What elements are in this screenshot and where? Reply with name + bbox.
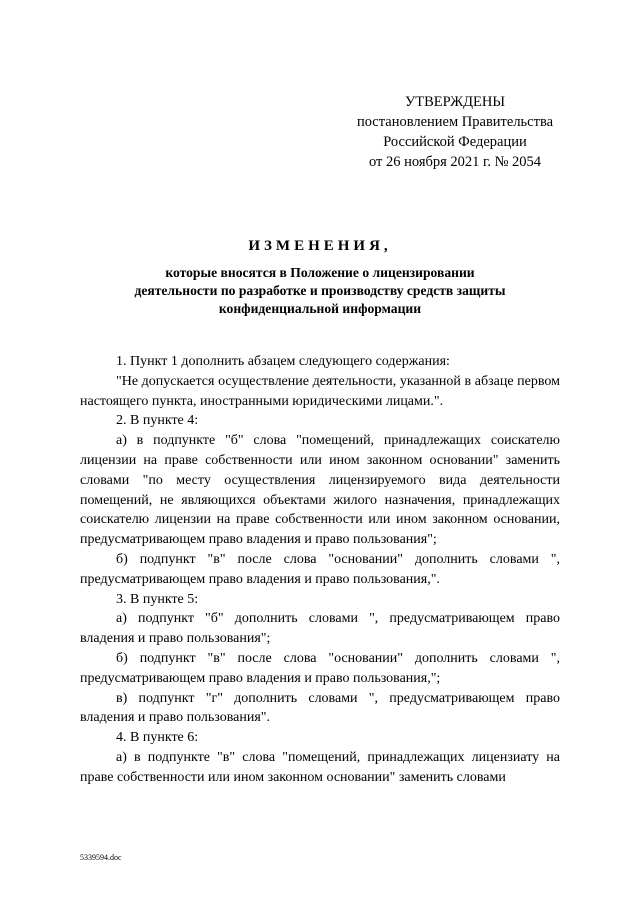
paragraph: б) подпункт "в" после слова "основании" дополнить словами ", предусматривающем право владения и право пользования,".: [80, 551, 560, 587]
subtitle-line: которые вносятся в Положение о лицензировании: [165, 265, 475, 280]
paragraph: в) подпункт "г" дополнить словами ", предусматривающем право владения и право пользования".: [80, 690, 560, 726]
paragraph: 1. Пункт 1 дополнить абзацем следующего содержания:: [116, 354, 450, 369]
paragraph: а) в подпункте "в" слова "помещений, принадлежащих лицензиату на праве собственности или ином законном основании" заменить словами: [80, 749, 560, 785]
approval-heading: УТВЕРЖДЕНЫ: [404, 94, 506, 110]
paragraph: 3. В пункте 5:: [116, 591, 199, 607]
approval-block: [330, 92, 580, 172]
paragraph: 2. В пункте 4:: [116, 413, 199, 429]
paragraph: а) подпункт "б" дополнить словами ", предусматривающем право владения и право пользования";: [80, 611, 560, 647]
file-name-footer: 5339594.doc: [80, 853, 122, 862]
document-body: [80, 352, 560, 788]
document-subtitle: [80, 264, 560, 318]
approval-authority: постановлением Правительства: [356, 114, 554, 130]
subtitle-line: конфиденциальной информации: [218, 301, 422, 316]
document-title: ИЗМЕНЕНИЯ,: [248, 238, 392, 254]
approval-date-number: от 26 ноября 2021 г. № 2054: [368, 154, 542, 170]
approval-country: Российской Федерации: [383, 134, 527, 150]
subtitle-line: деятельности по разработке и производству средств защиты: [134, 283, 506, 298]
paragraph: 4. В пункте 6:: [116, 730, 199, 746]
paragraph: а) в подпункте "б" слова "помещений, принадлежащих соискателю лицензии на праве собственности или ином законном основании" заменить словами "по месту осуществления лицензируемого вида деятельности помещений, не являющихся объектами жилого назначения, принадлежащих соискателю лицензии на праве собственности или ином законном основании, предусматривающем право владения и право пользования";: [80, 433, 560, 548]
paragraph: б) подпункт "в" после слова "основании" дополнить словами ", предусматривающем право владения и право пользования,";: [80, 650, 560, 686]
paragraph: "Не допускается осуществление деятельности, указанной в абзаце первом настоящего пункта, иностранными юридическими лицами.".: [80, 373, 560, 409]
